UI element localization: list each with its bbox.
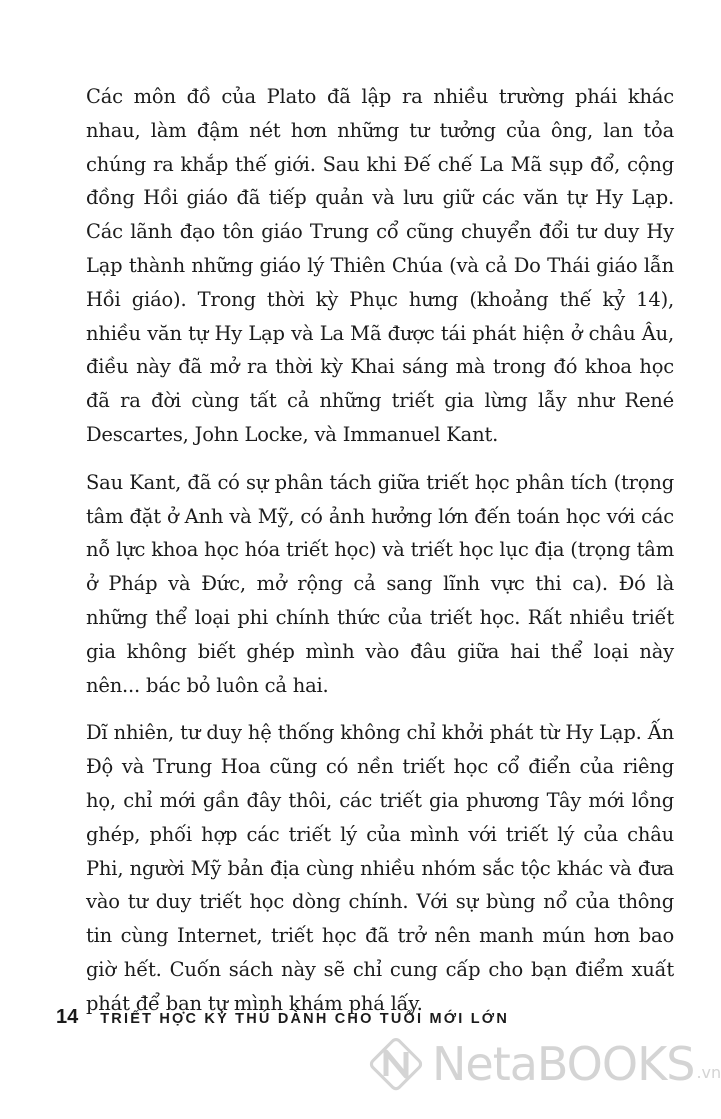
paragraph-3: Dĩ nhiên, tư duy hệ thống không chỉ khởi phát từ Hy Lạp. Ấn Độ và Trung Hoa cũng có nền triết học cổ điển của riêng họ, chỉ mới gần đây thôi, các triết gia phương Tây mới lồng ghép, phối hợp các triết lý của mình với triết lý của châu Phi, người Mỹ bản địa cùng nhiều nhóm sắc tộc khác và đưa vào tư duy triết học dòng chính. Với sự bùng nổ của thông tin cùng Internet, triết học đã trở nên manh mún hơn bao giờ hết. Cuốn sách này sẽ chỉ cung cấp cho bạn điểm xuất phát để bạn tự mình khám phá lấy.	[86, 721, 674, 1015]
watermark	[368, 1036, 721, 1092]
watermark-text: NetaBOOKS	[432, 1037, 695, 1091]
page-footer	[56, 1006, 509, 1029]
paragraph-2: Sau Kant, đã có sự phân tách giữa triết học phân tích (trọng tâm đặt ở Anh và Mỹ, có ảnh hưởng lớn đến toán học với các nỗ lực khoa học hóa triết học) và triết học lục địa (trọng tâm ở Pháp và Đức, mở rộng cả sang lĩnh vực thi ca). Đó là những thể loại phi chính thức của triết học. Rất nhiều triết gia không biết ghép mình vào đâu giữa hai thể loại này nên... bác bỏ luôn cả hai.	[86, 470, 674, 697]
running-title: TRIẾT HỌC KỲ THÚ DÀNH CHO TUỔI MỚI LỚN	[100, 1011, 510, 1027]
netabooks-logo-icon	[368, 1036, 424, 1092]
watermark-suffix: .vn	[696, 1063, 721, 1082]
body-text	[86, 80, 674, 1035]
paragraph-1: Các môn đồ của Plato đã lập ra nhiều trường phái khác nhau, làm đậm nét hơn những tư tưởng của ông, lan tỏa chúng ra khắp thế giới. Sau khi Đế chế La Mã sụp đổ, cộng đồng Hồi giáo đã tiếp quản và lưu giữ các văn tự Hy Lạp. Các lãnh đạo tôn giáo Trung cổ cũng chuyển đổi tư duy Hy Lạp thành những giáo lý Thiên Chúa (và cả Do Thái giáo lẫn Hồi giáo). Trong thời kỳ Phục hưng (khoảng thế kỷ 14), nhiều văn tự Hy Lạp và La Mã được tái phát hiện ở châu Âu, điều này đã mở ra thời kỳ Khai sáng mà trong đó khoa học đã ra đời cùng tất cả những triết gia lừng lẫy như René Descartes, John Locke, và Immanuel Kant.	[86, 85, 674, 446]
page-number: 14	[56, 1006, 79, 1028]
